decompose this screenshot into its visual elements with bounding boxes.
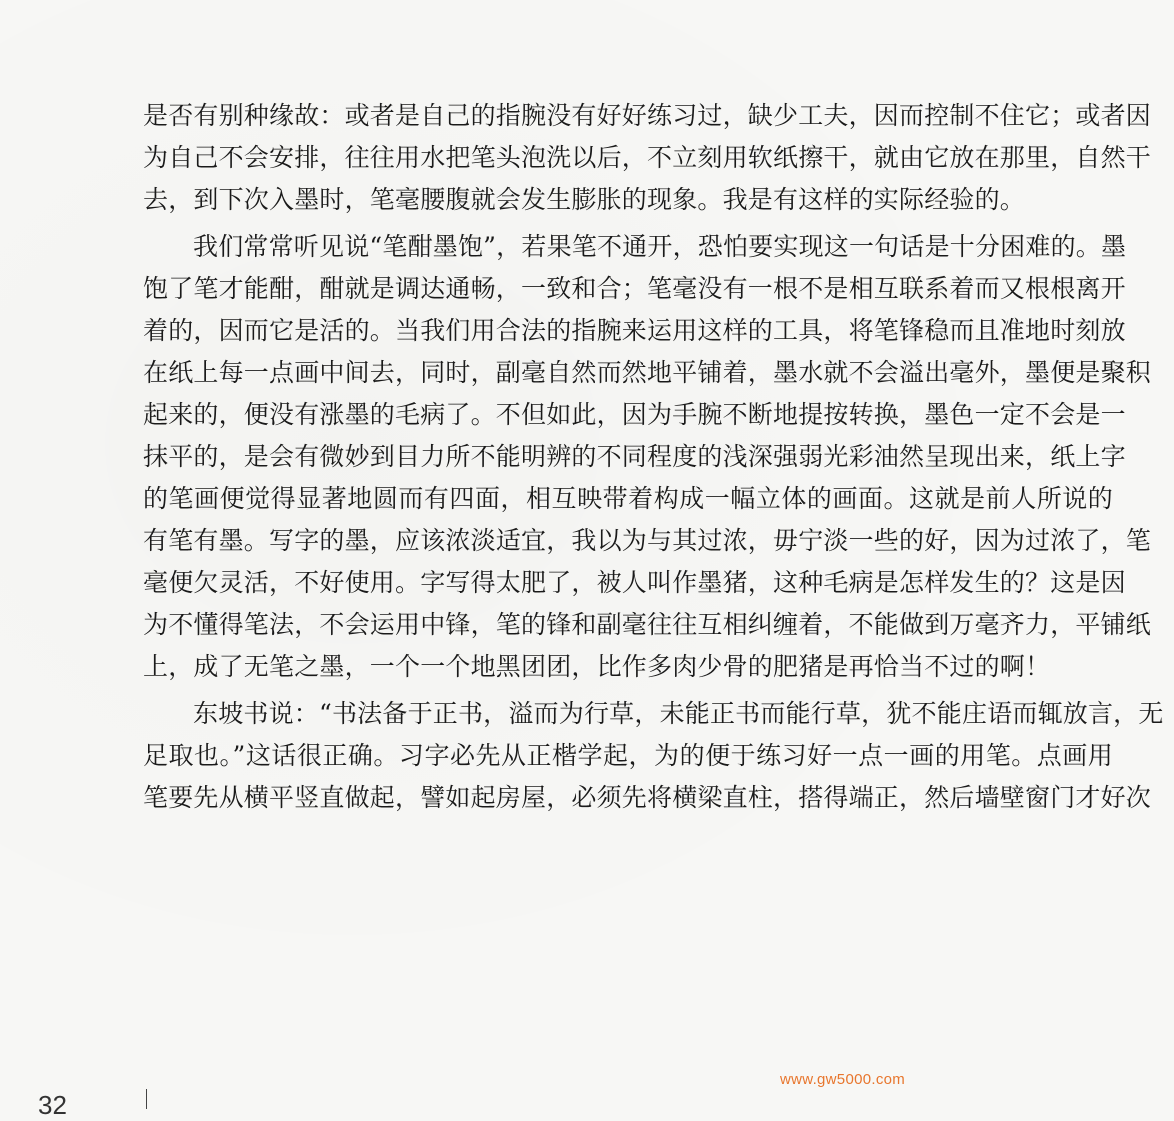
- text-line: 饱了笔才能酣，酣就是调达通畅，一致和合；笔毫没有一根不是相互联系着而又根根离开: [143, 274, 1126, 303]
- text-line: 去，到下次入墨时，笔毫腰腹就会发生膨胀的现象。我是有这样的实际经验的。: [143, 185, 1026, 214]
- text-line: 起来的，便没有涨墨的毛病了。不但如此，因为手腕不断地提按转换，墨色一定不会是一: [143, 400, 1126, 429]
- body-text: [143, 95, 1164, 819]
- watermark: www.gw5000.com: [780, 1071, 906, 1088]
- text-line: 的笔画便觉得显著地圆而有四面，相互映带着构成一幅立体的画面。这就是前人所说的: [143, 484, 1113, 513]
- text-line: 是否有别种缘故：或者是自己的指腕没有好好练习过，缺少工夫，因而控制不住它；或者因: [143, 101, 1152, 130]
- text-line: 足取也。”这话很正确。习字必先从正楷学起，为的便于练习好一点一画的用笔。点画用: [143, 741, 1113, 770]
- text-line: 着的，因而它是活的。当我们用合法的指腕来运用这样的工具，将笔锋稳而且准地时刻放: [143, 316, 1126, 345]
- text-line: 为不懂得笔法，不会运用中锋，笔的锋和副毫往往互相纠缠着，不能做到万毫齐力，平铺纸: [143, 610, 1152, 639]
- margin-rule: [146, 1089, 147, 1109]
- text-line: 抹平的，是会有微妙到目力所不能明辨的不同程度的浅深强弱光彩油然呈现出来，纸上字: [143, 442, 1126, 471]
- text-line: 笔要先从横平竖直做起，譬如起房屋，必须先将横梁直柱，搭得端正，然后墙壁窗门才好次: [143, 783, 1152, 812]
- text-line: 在纸上每一点画中间去，同时，副毫自然而然地平铺着，墨水就不会溢出毫外，墨便是聚积: [143, 358, 1152, 387]
- text-line: 东坡书说：“书法备于正书，溢而为行草，未能正书而能行草，犹不能庄语而辄放言，无: [193, 699, 1164, 728]
- text-line: 我们常常听见说“笔酣墨饱”，若果笔不通开，恐怕要实现这一句话是十分困难的。墨: [193, 232, 1127, 261]
- text-line: 有笔有墨。写字的墨，应该浓淡适宜，我以为与其过浓，毋宁淡一些的好，因为过浓了，笔: [143, 526, 1152, 555]
- text-line: 为自己不会安排，往往用水把笔头泡洗以后，不立刻用软纸擦干，就由它放在那里，自然干: [143, 143, 1152, 172]
- text-line: 上，成了无笔之墨，一个一个地黑团团，比作多肉少骨的肥猪是再恰当不过的啊！: [143, 652, 1051, 681]
- text-line: 毫便欠灵活，不好使用。字写得太肥了，被人叫作墨猪，这种毛病是怎样发生的？这是因: [143, 568, 1126, 597]
- page-number: 32: [38, 1090, 67, 1120]
